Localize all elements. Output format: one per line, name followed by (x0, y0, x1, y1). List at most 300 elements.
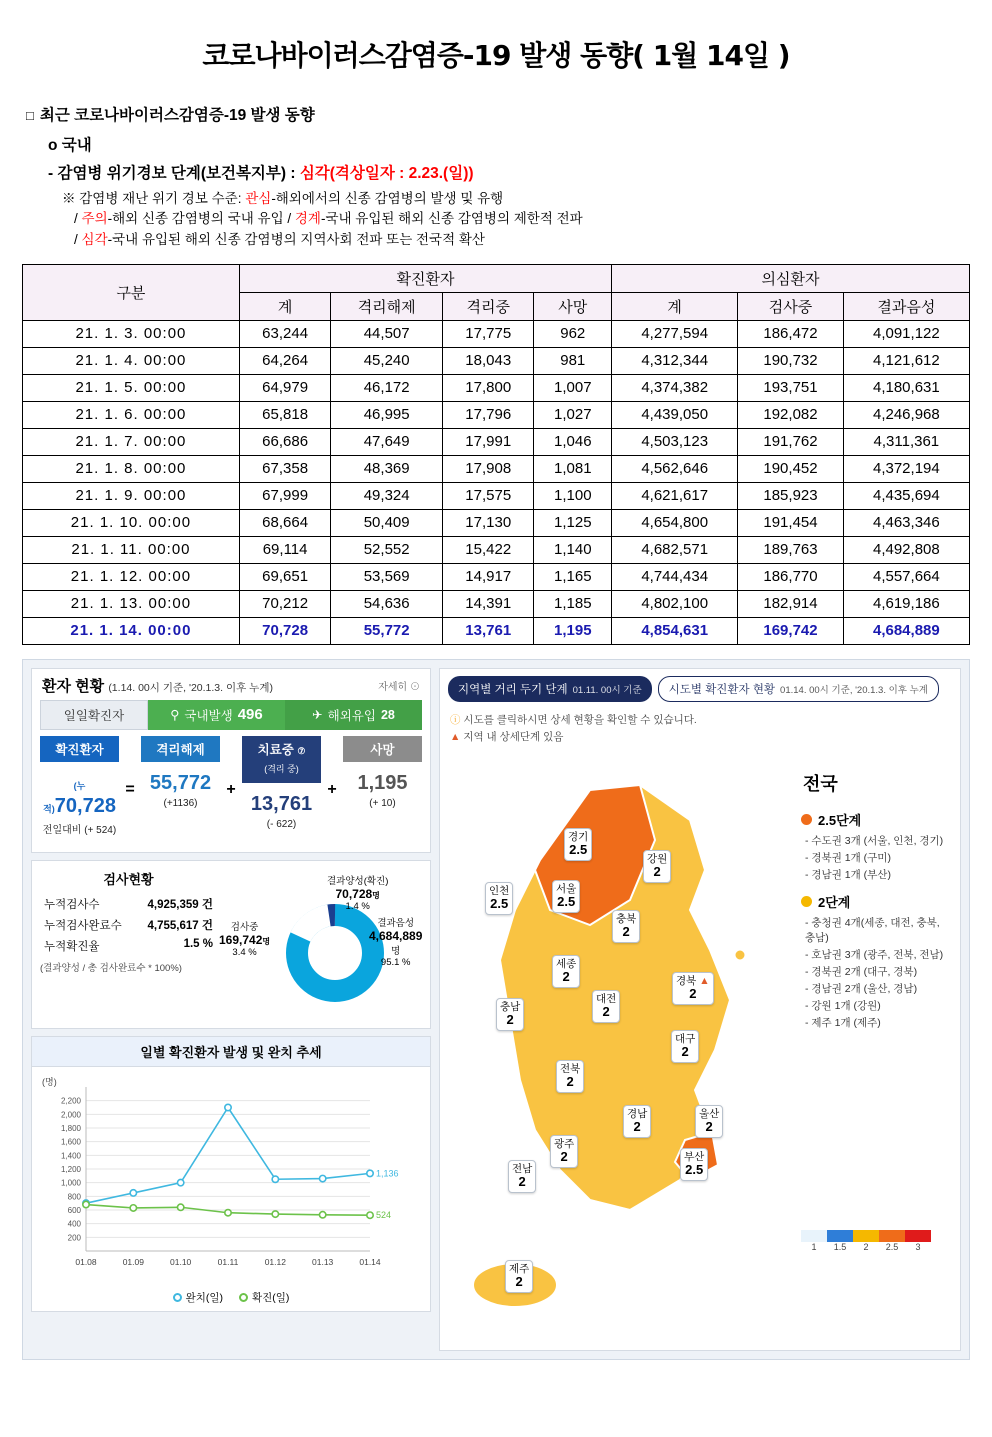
cell-value-0: 64,979 (239, 374, 331, 401)
kpi-released-delta: (+1136) (163, 797, 198, 809)
map-region-제주[interactable] (505, 1260, 533, 1293)
cell-value-1: 53,569 (331, 563, 443, 590)
cell-date: 21. 1. 14. 00:00 (23, 617, 240, 644)
cell-value-5: 191,762 (738, 428, 843, 455)
test-completed-value: 4,755,617 건 (147, 919, 213, 932)
th-confirmed-released: 격리해제 (331, 292, 443, 320)
colorbar-label: 2 (863, 1241, 869, 1252)
square-bullet-icon: □ (26, 108, 34, 123)
legend-marker-icon (239, 1293, 248, 1302)
series-point (130, 1190, 136, 1196)
operator-plus-2: + (327, 780, 337, 798)
domestic-cases (148, 700, 285, 730)
note-prefix: ※ 감염병 재난 위기 경보 수준: (62, 191, 246, 207)
cell-value-4: 4,854,631 (612, 617, 738, 644)
statistics-table (22, 264, 970, 645)
cell-value-3: 1,185 (534, 590, 612, 617)
region-name: 광주 (554, 1137, 575, 1150)
cell-value-6: 4,121,612 (843, 347, 969, 374)
region-level: 2 (633, 1118, 641, 1134)
cell-value-4: 4,277,594 (612, 320, 738, 347)
info-icon: ⓘ (450, 713, 461, 726)
legend-group-label: 2.5단계 (818, 812, 862, 828)
test-row-rate (44, 938, 213, 954)
map-notes (440, 706, 960, 750)
y-axis-label: (명) (42, 1076, 57, 1087)
y-tick-label: 2,200 (60, 1096, 81, 1106)
map-region-세종[interactable] (552, 955, 580, 988)
donut-testing-pct: 3.4 % (232, 946, 257, 958)
tab-distancing-label: 지역별 거리 두기 단계 (458, 683, 568, 696)
y-tick-label: 800 (67, 1192, 81, 1202)
cell-value-1: 45,240 (331, 347, 443, 374)
cell-value-2: 17,575 (442, 482, 534, 509)
series-point (130, 1205, 136, 1211)
patient-status-more-link[interactable]: 자세히 ⊙ (378, 681, 420, 693)
cell-value-4: 4,802,100 (612, 590, 738, 617)
donut-testing-value-wrap (219, 933, 270, 947)
table-row (23, 455, 970, 482)
map-note-detail-text: 지역 내 상세단계 있음 (463, 730, 564, 743)
map-region-전남[interactable] (508, 1160, 536, 1193)
region-level: 2 (602, 1003, 610, 1019)
cell-value-3: 1,125 (534, 509, 612, 536)
map-region-전북[interactable] (556, 1060, 584, 1093)
donut-negative-value: 4,684,889 (369, 928, 423, 943)
region-level: 2.5 (490, 895, 509, 911)
cell-date: 21. 1. 9. 00:00 (23, 482, 240, 509)
cell-value-1: 54,636 (331, 590, 443, 617)
kpi-treating-sub: (격리 중) (264, 763, 299, 774)
map-ulleungdo (735, 950, 745, 960)
region-level: 2 (689, 985, 697, 1001)
korea-map-svg (440, 750, 795, 1350)
cell-date: 21. 1. 12. 00:00 (23, 563, 240, 590)
kpi-released-value-wrap (141, 762, 220, 817)
cell-value-3: 1,100 (534, 482, 612, 509)
test-status-title: 검사현황 (103, 871, 154, 887)
cell-value-1: 46,172 (331, 374, 443, 401)
region-level: 2.5 (569, 841, 588, 857)
map-region-충북[interactable] (612, 910, 640, 943)
cell-value-5: 182,914 (738, 590, 843, 617)
colorbar-swatch-5 (905, 1230, 931, 1242)
kpi-deaths-value: 1,195 (357, 771, 408, 794)
cell-date: 21. 1. 3. 00:00 (23, 320, 240, 347)
cell-value-6: 4,091,122 (843, 320, 969, 347)
patient-status-body (32, 700, 430, 852)
series-point (319, 1211, 325, 1217)
map-region-서울[interactable] (552, 880, 580, 913)
cell-value-2: 17,908 (442, 455, 534, 482)
y-tick-label: 200 (67, 1233, 81, 1243)
cell-value-6: 4,372,194 (843, 455, 969, 482)
cell-value-0: 63,244 (239, 320, 331, 347)
legend-item-0 (173, 1290, 223, 1305)
region-level: 2 (622, 923, 630, 939)
cell-value-1: 47,649 (331, 428, 443, 455)
th-confirmed-isolated: 격리중 (442, 292, 534, 320)
document-page (0, 34, 992, 1360)
y-tick-label: 2,000 (60, 1110, 81, 1120)
kpi-confirmed-delta: 전일대비 (+ 524) (42, 824, 117, 836)
kpi-deaths-cap-text: 사망 (370, 742, 395, 757)
x-tick-label: 01.08 (75, 1256, 97, 1267)
dashboard-left-column (31, 668, 431, 1351)
patient-status-title-wrap (42, 675, 273, 696)
table-body (23, 320, 970, 644)
intro-bullets (22, 104, 970, 250)
legend-marker-icon (173, 1293, 182, 1302)
map-note-click (450, 712, 950, 727)
y-tick-label: 1,400 (60, 1151, 81, 1161)
cell-date: 21. 1. 8. 00:00 (23, 455, 240, 482)
cell-value-0: 68,664 (239, 509, 331, 536)
cell-date: 21. 1. 13. 00:00 (23, 590, 240, 617)
colorbar-label: 3 (915, 1241, 921, 1252)
cell-date: 21. 1. 10. 00:00 (23, 509, 240, 536)
y-tick-label: 1,800 (60, 1123, 81, 1133)
cell-value-4: 4,562,646 (612, 455, 738, 482)
test-rate-formula: (결과양성 / 총 검사완료수 * 100%) (40, 962, 182, 974)
daily-confirmed-label: 일일확진자 (40, 700, 148, 730)
trend-chart-svg (38, 1073, 410, 1283)
region-level: 2 (560, 1148, 568, 1164)
cell-value-1: 48,369 (331, 455, 443, 482)
x-tick-label: 01.12 (264, 1256, 286, 1267)
dashboard-panel (22, 659, 970, 1360)
tab-distancing-level[interactable] (448, 676, 652, 702)
colorbar-label: 1 (811, 1241, 817, 1252)
cell-value-4: 4,503,123 (612, 428, 738, 455)
test-row-total (44, 896, 213, 912)
imported-cases (285, 700, 422, 730)
warning-triangle-icon: ▲ (450, 730, 461, 743)
colorbar-swatch-2 (827, 1230, 853, 1242)
table-row (23, 617, 970, 644)
cell-value-2: 17,775 (442, 320, 534, 347)
map-card (439, 668, 961, 1351)
cell-value-5: 189,763 (738, 536, 843, 563)
table-row (23, 482, 970, 509)
cell-value-6: 4,435,694 (843, 482, 969, 509)
note-line-2 (74, 209, 970, 229)
x-tick-label: 01.09 (122, 1256, 144, 1267)
daily-confirmed-row (40, 700, 422, 730)
cell-value-4: 4,744,434 (612, 563, 738, 590)
cell-value-6: 4,684,889 (843, 617, 969, 644)
x-tick-label: 01.13 (312, 1256, 334, 1267)
cell-value-2: 17,991 (442, 428, 534, 455)
bullet-level-3 (48, 162, 970, 186)
region-level: 2 (515, 1273, 523, 1289)
patient-status-header (32, 669, 430, 700)
cell-value-2: 18,043 (442, 347, 534, 374)
note-slash-2: / (74, 231, 78, 247)
kpi-treating (242, 736, 321, 844)
test-rate-value: 1.5 % (183, 937, 213, 950)
map-region-대구[interactable] (671, 1030, 699, 1063)
table-row (23, 509, 970, 536)
test-rate-label: 누적확진율 (44, 940, 100, 953)
kpi-released-value: 55,772 (149, 771, 212, 794)
legend-line: - 경남권 1개 (부산) (805, 868, 891, 881)
note-slash-1: / (74, 211, 78, 227)
cell-value-5: 186,472 (738, 320, 843, 347)
cell-value-0: 67,358 (239, 455, 331, 482)
note-keyword-interest: 관심 (245, 191, 272, 207)
donut-positive-label: 결과양성(확진) (327, 875, 389, 887)
region-level: 2 (506, 1011, 514, 1027)
domestic-value: 496 (237, 706, 263, 724)
region-name: 대전 (596, 992, 617, 1005)
kpi-confirmed (40, 736, 119, 844)
series-point (83, 1201, 89, 1207)
legend-group-0 (801, 810, 949, 829)
kpi-confirmed-cap-text: 확진환자 (55, 742, 104, 757)
region-name: 충남 (500, 1000, 521, 1013)
cell-value-2: 14,391 (442, 590, 534, 617)
region-level: 2 (653, 863, 661, 879)
note-line-3 (74, 230, 970, 250)
table-row (23, 374, 970, 401)
kpi-deaths-value-wrap (343, 762, 422, 817)
cell-date: 21. 1. 4. 00:00 (23, 347, 240, 374)
table-row (23, 320, 970, 347)
cell-value-1: 55,772 (331, 617, 443, 644)
cell-value-5: 169,742 (738, 617, 843, 644)
question-icon[interactable]: ⑦ (297, 745, 306, 756)
cell-value-6: 4,557,664 (843, 563, 969, 590)
series-point (367, 1170, 373, 1176)
map-region-울산[interactable] (695, 1105, 723, 1138)
trend-chart-title: 일별 확진환자 발생 및 완치 추세 (32, 1037, 430, 1067)
page-title: 코로나바이러스감염증-19 발생 동향( 1월 14일 ) (202, 39, 790, 72)
series-point (367, 1212, 373, 1218)
kpi-treating-delta: (- 622) (266, 818, 297, 830)
legend-line: - 호남권 3개 (광주, 전북, 전남) (805, 948, 944, 961)
donut-positive-value: 70,728 (335, 886, 373, 901)
test-status-card (31, 860, 431, 1029)
donut-negative-block (369, 915, 422, 968)
table-row (23, 401, 970, 428)
cell-date: 21. 1. 6. 00:00 (23, 401, 240, 428)
legend-line: - 수도권 3개 (서울, 인천, 경기) (805, 834, 944, 847)
cell-value-3: 1,081 (534, 455, 612, 482)
donut-negative-label: 결과음성 (377, 917, 415, 929)
legend-series-name: 확진(일) (252, 1291, 290, 1304)
series-point (177, 1179, 183, 1185)
y-tick-label: 1,200 (60, 1164, 81, 1174)
cell-value-6: 4,246,968 (843, 401, 969, 428)
patient-status-title: 환자 현황 (42, 677, 105, 695)
table-row (23, 563, 970, 590)
region-level: 2.5 (685, 1161, 704, 1177)
th-group-confirmed: 확진환자 (239, 264, 611, 292)
legend-title: 전국 (803, 773, 838, 794)
cell-value-4: 4,374,382 (612, 374, 738, 401)
region-name: 서울 (556, 882, 577, 895)
region-name: 경북 ▲ (676, 974, 710, 987)
region-level: 2.5 (557, 893, 576, 909)
donut-positive-unit: 명 (372, 890, 380, 900)
map-region-인천[interactable] (485, 882, 513, 915)
legend-list (801, 810, 949, 1030)
x-tick-label: 01.11 (217, 1256, 239, 1267)
cell-value-0: 65,818 (239, 401, 331, 428)
imported-label: 해외유입 (327, 708, 376, 723)
cell-date: 21. 1. 11. 00:00 (23, 536, 240, 563)
test-status-body (32, 861, 430, 1028)
test-total-value: 4,925,359 건 (147, 898, 213, 911)
cell-value-2: 13,761 (442, 617, 534, 644)
region-name: 부산 (684, 1150, 705, 1163)
cell-value-4: 4,654,800 (612, 509, 738, 536)
th-suspected-testing: 검사중 (738, 292, 843, 320)
patient-status-card (31, 668, 431, 853)
kpi-confirmed-value-wrap (40, 762, 119, 844)
th-suspected-total: 계 (612, 292, 738, 320)
test-completed-label: 누적검사완료수 (44, 919, 122, 932)
cell-value-2: 15,422 (442, 536, 534, 563)
operator-plus-1: + (226, 780, 236, 798)
tab-regional-sub: 01.14. 00시 기준, '20.1.3. 이후 누계 (780, 684, 928, 696)
cell-value-5: 190,732 (738, 347, 843, 374)
map-region-경남[interactable] (623, 1105, 651, 1138)
bullet-level-1-text: 최근 코로나바이러스감염증-19 발생 동향 (39, 107, 315, 124)
cell-value-0: 67,999 (239, 482, 331, 509)
kpi-deaths (343, 736, 422, 844)
y-tick-label: 1,000 (60, 1178, 81, 1188)
donut-testing-value: 169,742 (219, 932, 263, 947)
th-group-category: 구분 (23, 264, 240, 320)
legend-group-1 (801, 892, 949, 911)
map-region-경북[interactable] (672, 972, 714, 1005)
cell-value-5: 191,454 (738, 509, 843, 536)
donut-positive-label-block (327, 873, 388, 912)
colorbar-swatch-4 (879, 1230, 905, 1242)
legend-line: - 강원 1개 (강원) (805, 999, 881, 1012)
cell-value-6: 4,619,186 (843, 590, 969, 617)
cell-value-2: 14,917 (442, 563, 534, 590)
table-row (23, 347, 970, 374)
operator-equals: = (125, 780, 135, 798)
table-head (23, 264, 970, 320)
map-note-detail (450, 729, 950, 744)
map-body (440, 750, 960, 1350)
th-confirmed-deaths: 사망 (534, 292, 612, 320)
trend-chart-card (31, 1036, 431, 1312)
donut-testing-block (219, 919, 270, 958)
bullet-level-2: o 국내 (48, 137, 92, 155)
warning-triangle-icon: ▲ (699, 974, 710, 987)
cell-value-6: 4,492,808 (843, 536, 969, 563)
cell-value-4: 4,312,344 (612, 347, 738, 374)
legend-line: - 제주 1개 (제주) (805, 1016, 881, 1029)
region-level: 2 (681, 1043, 689, 1059)
legend-dot-icon (801, 896, 812, 907)
cell-date: 21. 1. 5. 00:00 (23, 374, 240, 401)
map-region-강원[interactable] (643, 850, 671, 883)
test-row-completed (44, 917, 213, 933)
kpi-confirmed-prefix: (누적) (43, 780, 86, 814)
table-row (23, 428, 970, 455)
map-region-광주[interactable] (550, 1135, 578, 1168)
cell-value-3: 1,165 (534, 563, 612, 590)
region-level: 2 (562, 968, 570, 984)
cell-value-3: 1,195 (534, 617, 612, 644)
legend-group-label: 2단계 (818, 894, 851, 910)
cell-value-5: 193,751 (738, 374, 843, 401)
cell-value-5: 192,082 (738, 401, 843, 428)
donut-positive-value-wrap (327, 887, 388, 901)
note-caution-desc: -해외 신종 감염병의 국내 유입 / (107, 211, 295, 227)
x-tick-label: 01.14 (359, 1256, 381, 1267)
kpi-treating-value-wrap (242, 783, 321, 838)
kpi-confirmed-value: 70,728 (54, 794, 116, 817)
y-tick-label: 600 (67, 1205, 81, 1215)
th-confirmed-total: 계 (239, 292, 331, 320)
alert-level-value: 심각(격상일자 : 2.23.(일)) (299, 165, 474, 183)
cell-value-3: 1,140 (534, 536, 612, 563)
kpi-row (40, 736, 422, 844)
legend-colorbar (801, 1230, 949, 1242)
cell-value-3: 1,007 (534, 374, 612, 401)
colorbar-label: 2.5 (885, 1241, 899, 1252)
cell-value-6: 4,463,346 (843, 509, 969, 536)
region-name: 경남 (627, 1107, 648, 1120)
map-region-대전[interactable] (592, 990, 620, 1023)
kpi-treating-value: 13,761 (250, 792, 313, 815)
colorbar-swatch-1 (801, 1230, 827, 1242)
region-level: 2 (705, 1118, 713, 1134)
table-row (23, 536, 970, 563)
kpi-deaths-cap (343, 736, 422, 762)
tab-distancing-sub: 01.11. 00시 기준 (572, 684, 642, 696)
region-name: 인천 (489, 884, 510, 897)
cell-value-4: 4,682,571 (612, 536, 738, 563)
note-keyword-serious: 심각 (81, 231, 108, 247)
legend-series-name: 완치(일) (185, 1291, 223, 1304)
pin-icon: ⚲ (170, 708, 180, 723)
map-note-click-text: 시도를 클릭하시면 상세 현황을 확인할 수 있습니다. (463, 713, 697, 726)
korea-map[interactable] (440, 750, 795, 1350)
cell-value-0: 66,686 (239, 428, 331, 455)
map-region-부산[interactable] (680, 1148, 708, 1181)
legend-item-1 (239, 1290, 289, 1305)
bullet-level-1 (26, 104, 970, 128)
legend-dot-icon (801, 814, 812, 825)
test-status-figures (40, 867, 217, 1022)
region-name: 충북 (616, 912, 637, 925)
th-suspected-negative: 결과음성 (843, 292, 969, 320)
donut-negative-unit: 명 (391, 945, 401, 957)
note-keyword-caution: 주의 (81, 211, 108, 227)
map-region-충남[interactable] (496, 998, 524, 1031)
x-tick-label: 01.10 (170, 1256, 192, 1267)
test-donut-chart (217, 867, 422, 1022)
test-total-label: 누적검사수 (44, 898, 100, 911)
kpi-deaths-delta: (+ 10) (369, 797, 396, 809)
map-region-경기[interactable] (564, 828, 592, 861)
region-name: 경기 (568, 830, 589, 843)
y-tick-label: 1,600 (60, 1137, 81, 1147)
cell-value-2: 17,796 (442, 401, 534, 428)
tab-regional-cases[interactable] (658, 676, 939, 702)
donut-negative-pct: 95.1 % (380, 956, 411, 968)
cell-value-3: 962 (534, 320, 612, 347)
kpi-released (141, 736, 220, 844)
